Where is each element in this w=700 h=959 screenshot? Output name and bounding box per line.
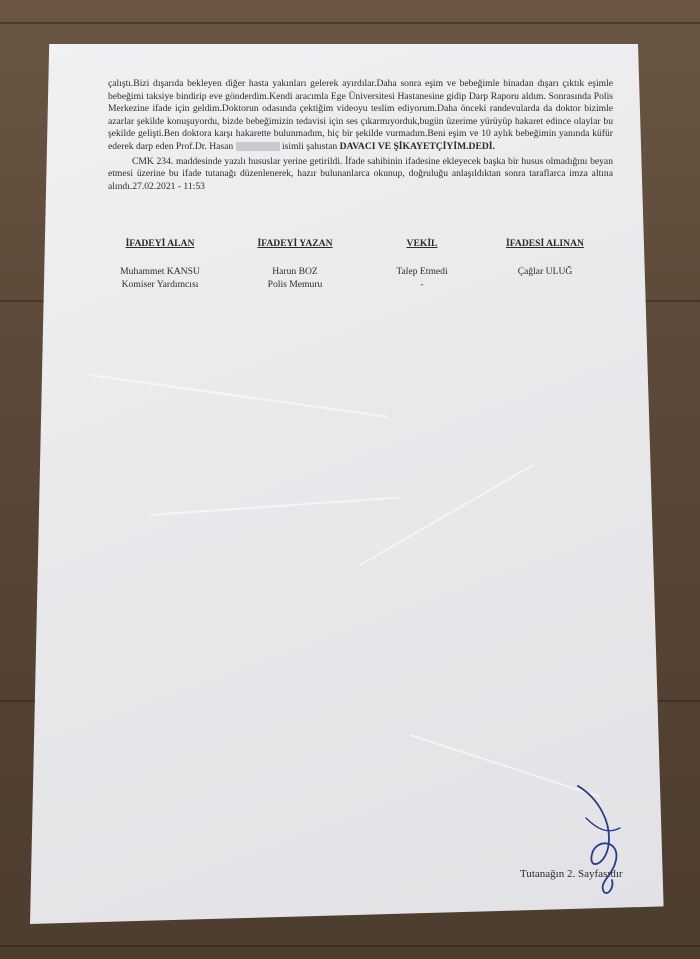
- signatory-title: Komiser Yardımcısı: [121, 279, 199, 290]
- signatory-name: Harun BOZ: [272, 266, 318, 277]
- signatory-title: Polis Memuru: [267, 279, 323, 290]
- statement-body-cont: isimli şahıstan: [282, 140, 338, 152]
- redaction-mark: [236, 142, 280, 151]
- statement-paragraph-2: CMK 234. maddesinde yazılı hususlar yerine getirildi. İfade sahibinin ifadesine ekleyecek başka bir husus olmadığını beyan etmesi üzerine bu ifade tutanağı düzenlenerek, hazır bulunanlarca okunup, doğruluğu anlaşıldıktan sonra taraflarca imza altına alındı.27.02.2021 - 11:53: [108, 155, 613, 192]
- statement-text: [108, 78, 613, 193]
- signature-heading: İFADEYİ YAZAN: [257, 238, 333, 249]
- page-number-note: Tutanağın 2. Sayfasıdır: [520, 868, 623, 880]
- signatory-title: -: [420, 279, 424, 290]
- signature-col-taker: [100, 238, 220, 291]
- signature-heading: VEKİL: [406, 238, 438, 249]
- signature-heading: İFADESİ ALINAN: [506, 238, 584, 249]
- signature-col-writer: [235, 238, 355, 291]
- signature-heading: İFADEYİ ALAN: [125, 238, 195, 249]
- statement-paragraph-1: [108, 78, 613, 154]
- signature-col-deponent: [485, 238, 605, 291]
- signatory-name: Talep Etmedi: [396, 266, 448, 277]
- signatory-title: [485, 278, 605, 291]
- signatory-name: Çağlar ULUĞ: [517, 266, 573, 277]
- handwritten-signature: [568, 778, 638, 898]
- signatory-name: Muhammet KANSU: [120, 266, 200, 277]
- statement-body: çalıştı.Bizi dışarıda bekleyen diğer hasta yakınları gelerek ayırdılar.Daha sonra eşim ve bebeğimle binadan dışarı çıktık eşimle bebeğimi taksiye bindirip eve gönderdim.Kendi aracımla Ege Üniversitesi Hastanesine gidip Darp Raporu aldım. Sonrasında Polis Merkezine ifade için geldim.Doktorun odasında çektiğim videoyu teslim ediyorum.Daha önceki randevularda da doktor bizimle azarlar şekilde konuşuyordu, bizde bebeğimizin tedavisi için ses çıkarmıyorduk,bugün üzerime yürüyüp hakaret edince olaylar bu şekilde gelişti.Ben doktora karşı hakarette bulunmadım, hiç bir şekilde vurmadım.Beni eşim ve 10 aylık bebeğimin yanında küfür ederek darp eden Prof.Dr. Hasan: [108, 78, 613, 152]
- signature-col-counsel: [362, 238, 482, 291]
- complaint-declaration: DAVACI VE ŞİKAYETÇİYİM.DEDİ.: [339, 140, 495, 152]
- signature-block: [100, 238, 620, 298]
